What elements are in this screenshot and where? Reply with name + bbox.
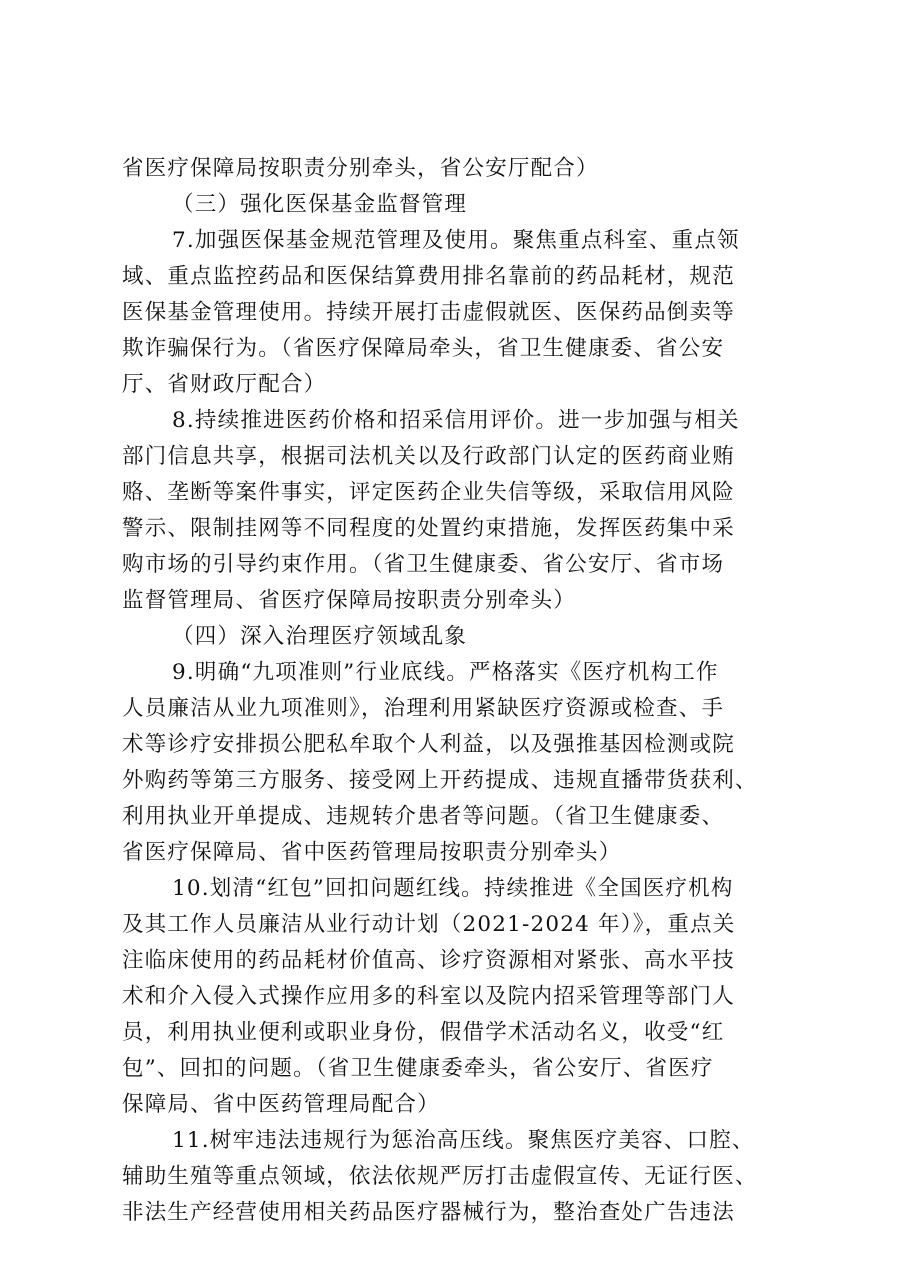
text-line: 及其工作人员廉洁从业行动计划（2021-2024 年）》，重点关 — [122, 912, 736, 937]
paragraph-first-line: 8.持续推进医药价格和招采信用评价。进一步加强与相关 — [172, 408, 740, 433]
text-line: 部门信息共享，根据司法机关以及行政部门认定的医药商业贿 — [122, 444, 735, 469]
section-heading: （四）深入治理医疗领域乱象 — [172, 624, 468, 649]
text-line: 省医疗保障局、省中医药管理局按职责分别牵头） — [122, 840, 622, 865]
text-line: 省医疗保障局按职责分别牵头，省公安厅配合） — [122, 156, 599, 181]
text-line: 购市场的引导约束作用。（省卫生健康委、省公安厅、省市场 — [122, 552, 725, 577]
text-line: 术等诊疗安排损公肥私牟取个人利益，以及强推基因检测或院 — [122, 732, 735, 757]
text-line: 欺诈骗保行为。（省医疗保障局牵头，省卫生健康委、省公安 — [122, 336, 725, 361]
text-line: 外购药等第三方服务、接受网上开药提成、违规直播带货获利、 — [122, 768, 758, 793]
paragraph-first-line: 10.划清“红包”回扣问题红线。持续推进《全国医疗机构 — [172, 876, 734, 901]
text-line: 包”、回扣的问题。（省卫生健康委牵头，省公安厅、省医疗 — [122, 1056, 714, 1081]
text-line: 赂、垄断等案件事实，评定医药企业失信等级，采取信用风险 — [122, 480, 735, 505]
text-line: 保障局、省中医药管理局配合） — [122, 1092, 440, 1117]
section-heading: （三）强化医保基金监督管理 — [172, 192, 468, 217]
text-line: 人员廉洁从业九项准则》，治理利用紧缺医疗资源或检查、手 — [122, 696, 725, 721]
text-line: 非法生产经营使用相关药品医疗器械行为，整治查处广告违法 — [122, 1200, 735, 1225]
text-line: 监督管理局、省医疗保障局按职责分别牵头） — [122, 588, 577, 613]
text-line: 注临床使用的药品耗材价值高、诊疗资源相对紧张、高水平技 — [122, 948, 735, 973]
text-line: 域、重点监控药品和医保结算费用排名靠前的药品耗材，规范 — [122, 264, 735, 289]
text-line: 术和介入侵入式操作应用多的科室以及院内招采管理等部门人 — [122, 984, 735, 1009]
text-line: 员，利用执业便利或职业身份，假借学术活动名义，收受“红 — [122, 1020, 725, 1045]
paragraph-first-line: 9.明确“九项准则”行业底线。严格落实《医疗机构工作 — [172, 660, 719, 685]
text-line: 医保基金管理使用。持续开展打击虚假就医、医保药品倒卖等 — [122, 300, 735, 325]
text-line: 辅助生殖等重点领域，依法依规严厉打击虚假宣传、无证行医、 — [122, 1164, 758, 1189]
paragraph-first-line: 7.加强医保基金规范管理及使用。聚焦重点科室、重点领 — [172, 228, 740, 253]
text-line: 警示、限制挂网等不同程度的处置约束措施，发挥医药集中采 — [122, 516, 735, 541]
text-line: 利用执业开单提成、违规转介患者等问题。（省卫生健康委、 — [122, 804, 725, 829]
text-line: 厅、省财政厅配合） — [122, 372, 327, 397]
paragraph-first-line: 11.树牢违法违规行为惩治高压线。聚焦医疗美容、口腔、 — [172, 1128, 755, 1153]
